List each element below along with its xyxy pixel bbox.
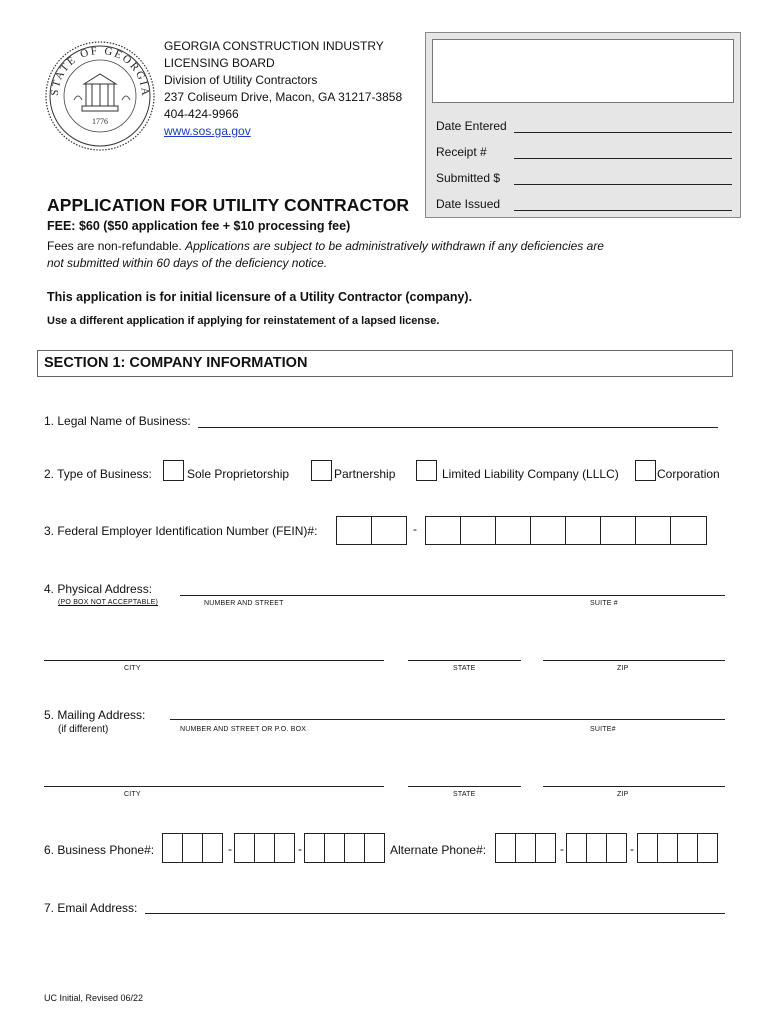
phone-digit-box[interactable] <box>535 833 556 863</box>
fein-label: 3. Federal Employer Identification Number (FEIN)#: <box>44 524 318 538</box>
physical-street-field[interactable] <box>180 595 725 596</box>
form-title: APPLICATION FOR UTILITY CONTRACTOR <box>47 195 410 215</box>
physical-state-field[interactable] <box>408 660 521 661</box>
fein-digit-box[interactable] <box>670 516 707 545</box>
state-caption: STATE <box>453 665 476 672</box>
submitted-row <box>436 171 732 185</box>
phone-digit-box[interactable] <box>234 833 255 863</box>
business-phone-prefix-boxes[interactable] <box>234 833 294 863</box>
mailing-street-field[interactable] <box>170 719 725 720</box>
number-street-po-caption: NUMBER AND STREET OR P.O. BOX <box>180 726 307 733</box>
phone-dash: - <box>228 842 232 856</box>
fee-notice <box>47 238 607 272</box>
mailing-address-label: 5. Mailing Address: <box>44 708 146 722</box>
phone-digit-box[interactable] <box>254 833 275 863</box>
phone-digit-box[interactable] <box>677 833 698 863</box>
phone-digit-box[interactable] <box>606 833 627 863</box>
fein-digit-box[interactable] <box>530 516 566 545</box>
phone-digit-box[interactable] <box>515 833 536 863</box>
fein-digit-box[interactable] <box>600 516 636 545</box>
office-stamp-area <box>432 39 734 103</box>
svg-text:STATE OF GEORGIA: STATE OF GEORGIA <box>48 44 152 98</box>
svg-text:1776: 1776 <box>92 117 108 126</box>
phone-digit-box[interactable] <box>344 833 365 863</box>
submitted-label: Submitted $ <box>436 171 501 185</box>
fein-digit-box[interactable] <box>460 516 496 545</box>
fein-digit-box[interactable] <box>495 516 531 545</box>
phone-digit-box[interactable] <box>495 833 516 863</box>
business-phone-area-boxes[interactable] <box>162 833 222 863</box>
phone-dash: - <box>560 842 564 856</box>
city-caption-mailing: CITY <box>124 791 141 798</box>
business-type-label: 2. Type of Business: <box>44 467 152 481</box>
legal-name-label: 1. Legal Name of Business: <box>44 414 191 428</box>
date-issued-row <box>436 197 732 211</box>
phone-digit-box[interactable] <box>657 833 678 863</box>
city-caption: CITY <box>124 665 141 672</box>
corporation-label: Corporation <box>657 467 720 481</box>
phone-digit-box[interactable] <box>274 833 295 863</box>
fein-digit-box[interactable] <box>336 516 372 545</box>
date-entered-line <box>514 119 732 133</box>
physical-city-field[interactable] <box>44 660 384 661</box>
receipt-line <box>514 145 732 159</box>
po-box-not-acceptable: (PO BOX NOT ACCEPTABLE) <box>58 599 159 606</box>
submitted-line <box>514 171 732 185</box>
phone-digit-box[interactable] <box>586 833 607 863</box>
date-issued-label: Date Issued <box>436 197 501 211</box>
phone-digit-box[interactable] <box>324 833 345 863</box>
corporation-checkbox[interactable] <box>635 460 656 481</box>
fein-digit-box[interactable] <box>425 516 461 545</box>
board-name-line1: GEORGIA CONSTRUCTION INDUSTRY <box>164 39 384 53</box>
llc-checkbox[interactable] <box>416 460 437 481</box>
fein-prefix-boxes[interactable] <box>336 516 406 545</box>
business-phone-label: 6. Business Phone#: <box>44 843 155 857</box>
phone-digit-box[interactable] <box>182 833 203 863</box>
mailing-state-field[interactable] <box>408 786 521 787</box>
fee-info: FEE: $60 ($50 application fee + $10 processing fee) <box>47 219 351 233</box>
mailing-city-field[interactable] <box>44 786 384 787</box>
email-field[interactable] <box>145 913 725 914</box>
alternate-phone-area-boxes[interactable] <box>495 833 555 863</box>
alternate-phone-line-boxes[interactable] <box>637 833 717 863</box>
nonrefundable-text: Fees are non-refundable. <box>47 239 182 253</box>
mailing-zip-field[interactable] <box>543 786 725 787</box>
alternate-phone-prefix-boxes[interactable] <box>566 833 626 863</box>
partnership-checkbox[interactable] <box>311 460 332 481</box>
board-phone: 404-424-9966 <box>164 107 239 121</box>
phone-dash: - <box>298 842 302 856</box>
form-revision-footer: UC Initial, Revised 06/22 <box>44 993 144 1003</box>
state-caption-mailing: STATE <box>453 791 476 798</box>
receipt-label: Receipt # <box>436 145 487 159</box>
sole-proprietorship-checkbox[interactable] <box>163 460 184 481</box>
date-entered-label: Date Entered <box>436 119 507 133</box>
board-address: 237 Coliseum Drive, Macon, GA 31217-3858 <box>164 90 403 104</box>
fein-digit-box[interactable] <box>565 516 601 545</box>
phone-dash: - <box>630 842 634 856</box>
office-use-box <box>425 32 741 218</box>
physical-address-label: 4. Physical Address: <box>44 582 153 596</box>
fein-digit-box[interactable] <box>371 516 407 545</box>
sole-proprietorship-label: Sole Proprietorship <box>187 467 290 481</box>
phone-digit-box[interactable] <box>162 833 183 863</box>
suite-caption: SUITE # <box>590 600 618 607</box>
number-street-caption: NUMBER AND STREET <box>204 600 284 607</box>
fein-digit-box[interactable] <box>635 516 671 545</box>
date-entered-row <box>436 119 732 133</box>
alternate-phone-label: Alternate Phone#: <box>390 843 487 857</box>
receipt-row <box>436 145 732 159</box>
phone-digit-box[interactable] <box>697 833 718 863</box>
reinstatement-note: Use a different application if applying for reinstatement of a lapsed license. <box>47 315 440 327</box>
partnership-label: Partnership <box>334 467 396 481</box>
board-header <box>164 38 402 140</box>
withdraw-notice: Applications are subject to be administratively withdrawn if any deficiencies are not submitted within 60 days of the deficiency notice. <box>47 239 604 270</box>
fein-suffix-boxes[interactable] <box>425 516 706 545</box>
website-link[interactable]: www.sos.ga.gov <box>164 124 251 138</box>
email-label: 7. Email Address: <box>44 901 138 915</box>
initial-licensure-note: This application is for initial licensure of a Utility Contractor (company). <box>47 290 473 304</box>
phone-digit-box[interactable] <box>202 833 223 863</box>
phone-digit-box[interactable] <box>566 833 587 863</box>
zip-caption: ZIP <box>617 665 629 672</box>
phone-digit-box[interactable] <box>364 833 385 863</box>
phone-digit-box[interactable] <box>304 833 325 863</box>
suite-caption-mailing: SUITE# <box>590 726 616 733</box>
board-name-line2: LICENSING BOARD <box>164 56 275 70</box>
date-issued-line <box>514 197 732 211</box>
legal-name-field[interactable] <box>198 427 718 428</box>
georgia-state-seal <box>44 40 156 152</box>
business-phone-line-boxes[interactable] <box>304 833 384 863</box>
phone-digit-box[interactable] <box>637 833 658 863</box>
physical-zip-field[interactable] <box>543 660 725 661</box>
fein-dash: - <box>413 522 417 536</box>
division-name: Division of Utility Contractors <box>164 73 318 87</box>
zip-caption-mailing: ZIP <box>617 791 629 798</box>
if-different-note: (if different) <box>58 724 109 735</box>
section-1-header: SECTION 1: COMPANY INFORMATION <box>37 350 733 377</box>
llc-label: Limited Liability Company (LLLC) <box>442 467 619 481</box>
